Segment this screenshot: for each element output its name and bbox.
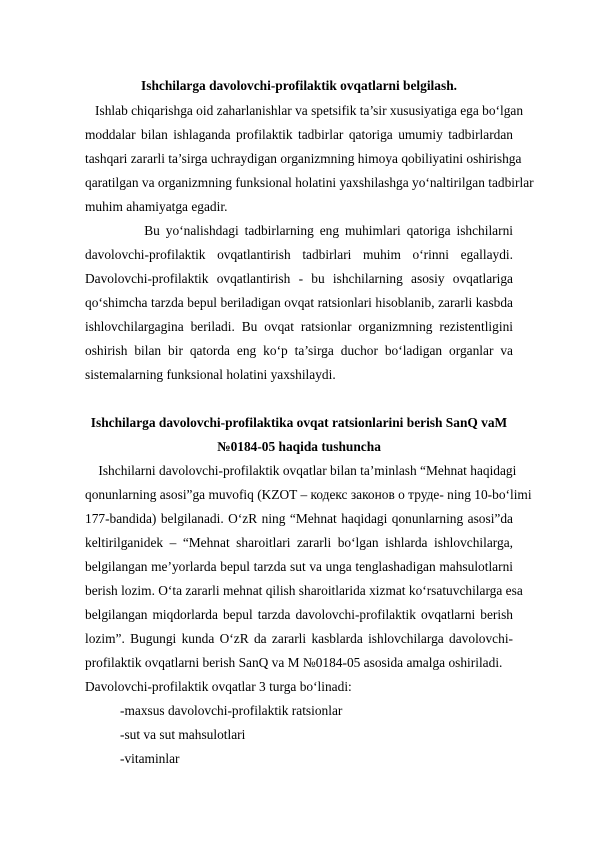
paragraph-line: qonunlarning asosi”ga muvofiq (KZOT – кодекс законов о труде- ning 10-bo‘limi	[85, 487, 532, 502]
list-item: -vitaminlar	[120, 751, 180, 766]
paragraph-line: belgilangan me’yorlarda bepul tarzda sut va unga tenglashadigan mahsulotlarni	[85, 559, 513, 574]
types-list	[85, 699, 513, 771]
paragraph-line: tashqari zararli ta’sirga uchraydigan organizmning himoya qobiliyatini oshirishga	[85, 151, 522, 166]
paragraph-line: oshirish bilan bir qatorda eng ko‘p ta’sirga duchor bo‘ladigan organlar va	[85, 343, 513, 358]
paragraph-line: davolovchi-profilaktik ovqatlantirish tadbirlari muhim o‘rinni egallaydi.	[85, 247, 513, 262]
paragraph-line: qo‘shimcha tarzda bepul beriladigan ovqat ratsionlari hisoblanib, zararli kasbda	[85, 295, 513, 310]
paragraph-line: ishlovchilargagina beriladi. Bu ovqat ratsionlar organizmning rezistentligini	[85, 319, 513, 334]
paragraph-line: moddalar bilan ishlaganda profilaktik tadbirlar qatoriga umumiy tadbirlardan	[85, 127, 513, 142]
paragraph-law	[85, 459, 532, 675]
paragraph-line: belgilangan miqdorlarda bepul tarzda davolovchi-profilaktik ovqatlarni berish	[85, 607, 513, 622]
paragraph-intro	[85, 99, 534, 219]
paragraph-line: Bu yo‘nalishdagi tadbirlarning eng muhimlari qatoriga ishchilarni	[85, 223, 513, 238]
paragraph-line: muhim ahamiyatga egadir.	[85, 199, 228, 214]
paragraph-line: Ishlab chiqarishga oid zaharlanishlar va spetsifik ta’sir xususiyatiga ega bo‘lgan	[85, 103, 524, 118]
heading-line: Ishchilarga davolovchi-profilaktika ovqat ratsionlarini berish SanQ vaM	[90, 415, 508, 430]
paragraph-line: keltirilganidek – “Mehnat sharoitlari zararli bo‘lgan ishlarda ishlovchilarga,	[85, 535, 513, 550]
section-heading-2	[85, 411, 513, 459]
list-item: -maxsus davolovchi-profilaktik ratsionlar	[120, 703, 343, 718]
paragraph-line: sistemalarning funksional holatini yaxshilaydi.	[85, 367, 336, 382]
paragraph-line: berish lozim. O‘ta zararli mehnat qilish sharoitlarida xizmat ko‘rsatuvchilarga esa	[85, 583, 523, 598]
paragraph-line: Davolovchi-profilaktik ovqatlantirish - bu ishchilarning asosiy ovqatlariga	[85, 271, 513, 286]
paragraph-line: lozim”. Bugungi kunda O‘zR da zararli kasblarda ishlovchilarga davolovchi-	[85, 631, 513, 646]
blank-line	[85, 387, 513, 411]
paragraph-line: qaratilgan va organizmning funksional holatini yaxshilashga yo‘naltirilgan tadbirlar	[85, 175, 534, 190]
paragraph-nutrition	[85, 219, 513, 387]
paragraph-line: profilaktik ovqatlarni berish SanQ va M №0184-05 asosida amalga oshiriladi.	[85, 655, 503, 670]
list-item: -sut va sut mahsulotlari	[120, 727, 246, 742]
paragraph-line: Ishchilarni davolovchi-profilaktik ovqatlar bilan ta’minlash “Mehnat haqidagi	[85, 463, 517, 478]
paragraph-line: 177-bandida) belgilanadi. O‘zR ning “Mehnat haqidagi qonunlarning asosi”da	[85, 511, 513, 526]
list-intro: Davolovchi-profilaktik ovqatlar 3 turga bo‘linadi:	[85, 679, 352, 694]
section-heading: Ishchilarga davolovchi-profilaktik ovqatlarni belgilash.	[141, 78, 457, 93]
heading-line: №0184-05 haqida tushuncha	[217, 439, 381, 454]
document-page	[85, 74, 534, 771]
